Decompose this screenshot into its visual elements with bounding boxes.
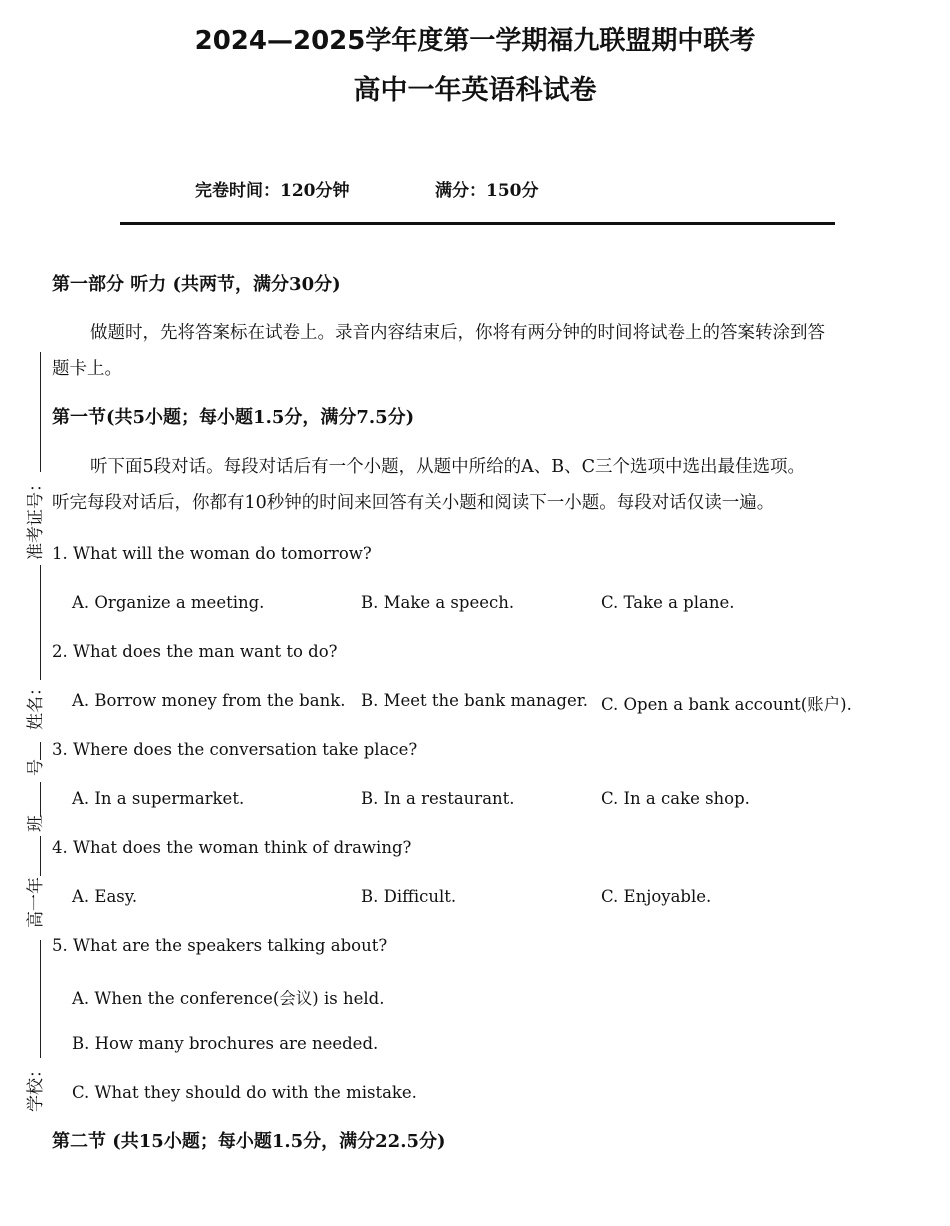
question-1-option-b: B. Make a speech. [361, 593, 515, 612]
question-2-option-b: B. Meet the bank manager. [361, 691, 589, 710]
part1-intro-line2: 题卡上。 [52, 359, 122, 379]
section1-heading: 第一节(共5小题；每小题1.5分，满分7.5分) [52, 407, 415, 428]
name-label: 姓名： [26, 679, 46, 730]
question-3-option-b: B. In a restaurant. [361, 789, 515, 808]
title-divider [120, 222, 835, 225]
question-5-stem: 5. What are the speakers talking about? [52, 936, 388, 955]
question-4-option-a: A. Easy. [72, 887, 138, 906]
question-5-option-c: C. What they should do with the mistake. [72, 1083, 417, 1102]
margin-line [40, 742, 41, 760]
time-limit: 完卷时间：120分钟 [195, 181, 350, 201]
question-1-stem: 1. What will the woman do tomorrow? [52, 544, 372, 563]
question-4-option-b: B. Difficult. [361, 887, 457, 906]
question-2-option-a: A. Borrow money from the bank. [72, 691, 346, 710]
question-5-option-b: B. How many brochures are needed. [72, 1034, 379, 1053]
full-score: 满分：150分 [435, 181, 539, 201]
number-label: 号 [26, 759, 46, 776]
school-label: 学校： [26, 1061, 46, 1112]
exam-id-label: 准考证号： [26, 475, 46, 560]
question-2-option-c: C. Open a bank account(账户). [601, 695, 852, 714]
exam-subtitle: 高中一年英语科试卷 [353, 75, 597, 106]
class-label: 班 [26, 815, 46, 832]
section1-intro-line2: 听完每段对话后，你都有10秒钟的时间来回答有关小题和阅读下一小题。每段对话仅读一遍。 [52, 493, 775, 513]
part1-heading: 第一部分 听力 (共两节，满分30分) [52, 274, 341, 295]
margin-line [40, 565, 41, 680]
margin-line [40, 836, 41, 876]
margin-line [40, 782, 41, 816]
section2-heading: 第二节 (共15小题；每小题1.5分，满分22.5分) [52, 1131, 446, 1152]
question-1-option-a: A. Organize a meeting. [72, 593, 265, 612]
question-4-option-c: C. Enjoyable. [601, 887, 712, 906]
section1-intro-line1: 听下面5段对话。每段对话后有一个小题，从题中所给的A、B、C三个选项中选出最佳选项。 [90, 457, 806, 477]
question-1-option-c: C. Take a plane. [601, 593, 735, 612]
grade-label: 高一年 [26, 877, 46, 928]
part1-intro-line1: 做题时，先将答案标在试卷上。录音内容结束后，你将有两分钟的时间将试卷上的答案转涂到答 [90, 323, 825, 343]
question-3-option-c: C. In a cake shop. [601, 789, 750, 808]
margin-line [40, 352, 41, 472]
question-4-stem: 4. What does the woman think of drawing? [52, 838, 412, 857]
question-2-stem: 2. What does the man want to do? [52, 642, 338, 661]
question-5-option-a: A. When the conference(会议) is held. [72, 989, 385, 1008]
margin-line [40, 940, 41, 1058]
question-3-option-a: A. In a supermarket. [72, 789, 245, 808]
question-3-stem: 3. Where does the conversation take place? [52, 740, 418, 759]
exam-title: 2024—2025学年度第一学期福九联盟期中联考 [194, 26, 756, 56]
